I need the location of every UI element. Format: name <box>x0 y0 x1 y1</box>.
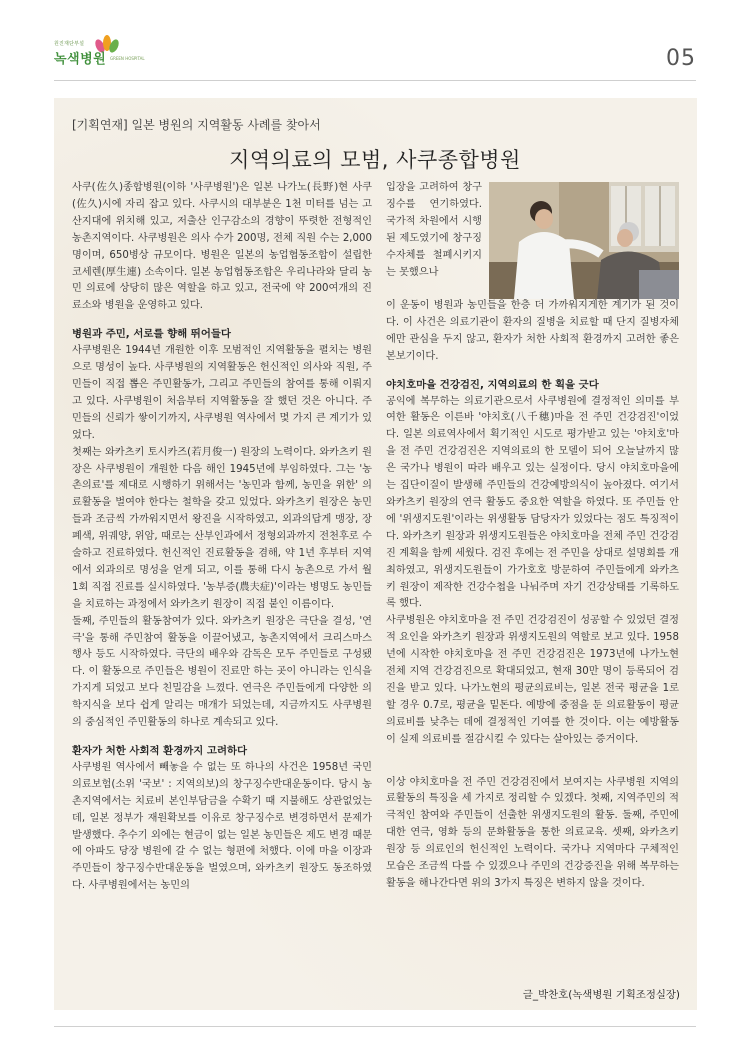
section-heading: 병원과 주민, 서로를 향해 뛰어들다 <box>72 328 231 341</box>
body-paragraph: 이상 야치호마을 전 주민 건강검진에서 보여지는 사쿠병원 지역의료활동의 특징을 세 가지로 정리할 수 있겠다. 첫째, 지역주민의 적극적인 참여와 주민들이 선출한 위생지도원의 활동. 둘째, 주민에 대한 연극, 영화 등의 문화활동을 통한 의료교육. 셋째, 와카츠키 원장 등 의료인의 헌신적인 노력이다. 국가나 지역마다 구체적인 모습은 조금씩 다를 수 있겠으나 주민의 건강증진을 위해 복무하는 활동을 해나간다면 위의 3가지 특징은 변하지 않을 것이다. <box>386 776 679 889</box>
logo-foundation-text: 원진재단부설 <box>54 41 85 47</box>
body-paragraph: 사쿠병원은 1944년 개원한 이후 모범적인 지역활동을 펼치는 병원으로 명성이 높다. 사쿠병원의 지역활동은 헌신적인 의사와 직원, 주민들이 직접 뽑은 주민활동가, 그리고 주민들의 참여를 통해 이뤄지고 있다. 사쿠병원이 처음부터 지역활동을 잘 했던 것은 아니다. 주민들의 신뢰가 쌓이기까지, 사쿠병원 역사에서 몇 가지 큰 계기가 있었다. <box>72 345 372 441</box>
article-column-left <box>72 180 372 895</box>
body-paragraph: 첫째는 와카츠키 토시카즈(若月俊一) 원장의 노력이다. 와카츠키 원장은 사쿠병원이 개원한 다음 해인 1945년에 부임하였다. 그는 '농촌의료'를 제대로 시행하기 위해서는 '농민과 함께, 농민을 위한' 의료활동을 벌여야 한다는 철학을 갖고 있었다. 와카츠키 원장은 농민들과 조금씩 가까워지면서 왕진을 시작하였고, 외과의답게 맹장, 장폐색, 위궤양, 위암, 때로는 산부인과에서 정형외과까지 전천후로 수술하고 진료하였다. 헌신적인 진료활동을 겸해, 약 1년 후부터 지역에서 외과의로 명성을 얻게 되고, 이를 통해 다시 농촌으로 가서 월 1회 직접 진료를 실시하였다. '농부증(農夫症)'이라는 병명도 농민들을 치료하는 과정에서 와카츠키 원장이 직접 붙인 이름이다. <box>72 446 372 610</box>
footer-divider <box>54 1026 696 1027</box>
page-number: 05 <box>666 46 696 71</box>
article-title: 지역의료의 모범, 사쿠종합병원 <box>229 148 521 172</box>
series-label: [기획연재] 일본 병원의 지역활동 사례를 찾아서 <box>72 118 321 132</box>
intro-paragraph: 사쿠(佐久)종합병원(이하 '사쿠병원')은 일본 나가노(長野)현 사쿠(佐久)시에 자리 잡고 있다. 사쿠시의 대부분은 1천 미터를 넘는 고산지대에 위치해 있고, 저출산 인구감소의 경향이 뚜렷한 전형적인 농촌지역이다. 사쿠병원은 의사 수가 200명, 전체 직원 수는 2,000명이며, 650병상 규모이다. 병원은 일본의 농업협동조합이 설립한 코세렌(厚生連) 소속이다. 일본 농업협동조합은 우리나라와 달리 농민 의료에 상당히 많은 역할을 하고 있고, 전국에 약 200여개의 진료소와 병원을 운영하고 있다. <box>72 182 372 312</box>
page-header <box>0 0 750 80</box>
body-paragraph: 사쿠병원 역사에서 빼놓을 수 없는 또 하나의 사건은 1958년 국민의료보험(소위 '국보' : 지역의보)의 창구징수반대운동이다. 당시 농촌지역에서는 치료비 본인부담금을 수확기 때 지불해도 상관없었는데, 일본 정부가 재원확보를 이유로 창구징수로 변경하면서 문제가 발생했다. 추수기 외에는 현금이 없는 일본 농민들은 제도 변경 때문에 아파도 당장 병원에 갈 수 없는 형편에 처했다. 이에 마을 이장과 주민들이 창구징수반대운동을 벌였으며, 와카츠키 원장도 동조하였다. 사쿠병원에서는 농민의 <box>72 761 372 892</box>
header-divider <box>54 80 696 81</box>
section-heading: 환자가 처한 사회적 환경까지 고려하다 <box>72 745 248 757</box>
article-column-right <box>386 298 679 893</box>
body-paragraph: 둘째, 주민들의 활동참여가 있다. 와카츠키 원장은 극단을 결성, '연극'을 통해 주민참여 활동을 이끌어냈고, 농촌지역에서 크리스마스 행사 등도 시작하였다. 극단의 배우와 감독은 모두 주민들로 구성됐다. 이 활동으로 주민들은 병원이 진료만 하는 곳이 아니라는 인식을 가지게 되었고 보다 친밀감을 느꼈다. 연극은 주민들에게 다양한 의학지식을 보다 쉽게 알리는 매개가 되었는데, 지금까지도 사쿠병원의 중심적인 주민활동의 하나로 계속되고 있다. <box>72 615 372 729</box>
logo-name: 녹색병원 <box>54 52 107 67</box>
body-paragraph: 입장을 고려하여 창구징수를 연기하였다. 국가적 차원에서 시행된 제도였기에 창구징수자체를 철폐시키지는 못했으나 <box>386 182 482 278</box>
author-signature: 글_박찬호(녹색병원 기획조정실장) <box>522 989 680 1001</box>
hospital-logo <box>54 40 174 76</box>
logo-english-text: GREEN HOSPITAL <box>110 56 145 61</box>
photo-illustration <box>489 182 679 299</box>
article-column-right-top <box>386 180 482 281</box>
body-paragraph: 사쿠병원은 야치호마을 전 주민 건강검진이 성공할 수 있었던 결정적 요인을 와카츠키 원장과 위생지도원의 역할로 보고 있다. 1958년에 시작한 야치호마을 전 주민 건강검진은 1973년에 나가노현 전체 지역 건강검진으로 확대되었고, 현재 30만 명이 등록되어 검진을 받고 있다. 나가노현의 평균의료비는, 일본 전국 평균을 1로 할 경우 0.7로, 평균을 밑돈다. 예방에 중점을 둔 의료활동이 평균의료비를 낮추는 데에 결정적인 기여를 한 것이다. 이는 예방활동이 실제 의료비를 절감시킬 수 있다는 살아있는 증거이다. <box>386 615 679 745</box>
body-paragraph: 이 운동이 병원과 농민들을 한층 더 가까워지게한 계기가 된 것이다. 이 사건은 의료기관이 환자의 질병을 치료할 때 단지 질병자체에만 관심을 두지 않고, 환자가 처한 사회적 환경까지 고려한 좋은 본보기이다. <box>386 300 679 362</box>
section-heading: 야치호마을 건강검진, 지역의료의 한 획을 긋다 <box>386 378 599 391</box>
body-paragraph: 공익에 복무하는 의료기관으로서 사쿠병원에 결정적인 의미를 부여한 활동은 이른바 '야치호(八千穗)마을 전 주민 건강검진'이었다. 일본 의료역사에서 획기적인 시도로 평가받고 있는 '야치호'마을 전 주민 건강검진은 지역의료의 한 모델이 되어 오늘날까지 많은 국가나 병원이 따라 배우고 있는 실정이다. 당시 야치호마을에는 집단이질이 발생해 주민들의 건강예방의식이 높아졌다. 여기서 와카츠키 원장의 연극 활동도 중요한 역할을 하였다. 또 주민들 안에 '위생지도원'이라는 위생활동 담당자가 있었다는 점도 특징적이다. 와카츠키 원장과 위생지도원들은 야치호마을 전체 주민 건강검진 계획을 함께 세웠다. 검진 후에는 전 주민을 상대로 설명회를 개최하였고, 위생지도원들이 가가호호 방문하여 주민들에게 와카츠키 원장이 제작한 건강수첩을 나눠주며 자기 건강상태를 기록하도록 했다. <box>386 395 679 610</box>
doctor-patient-photo <box>489 182 679 299</box>
